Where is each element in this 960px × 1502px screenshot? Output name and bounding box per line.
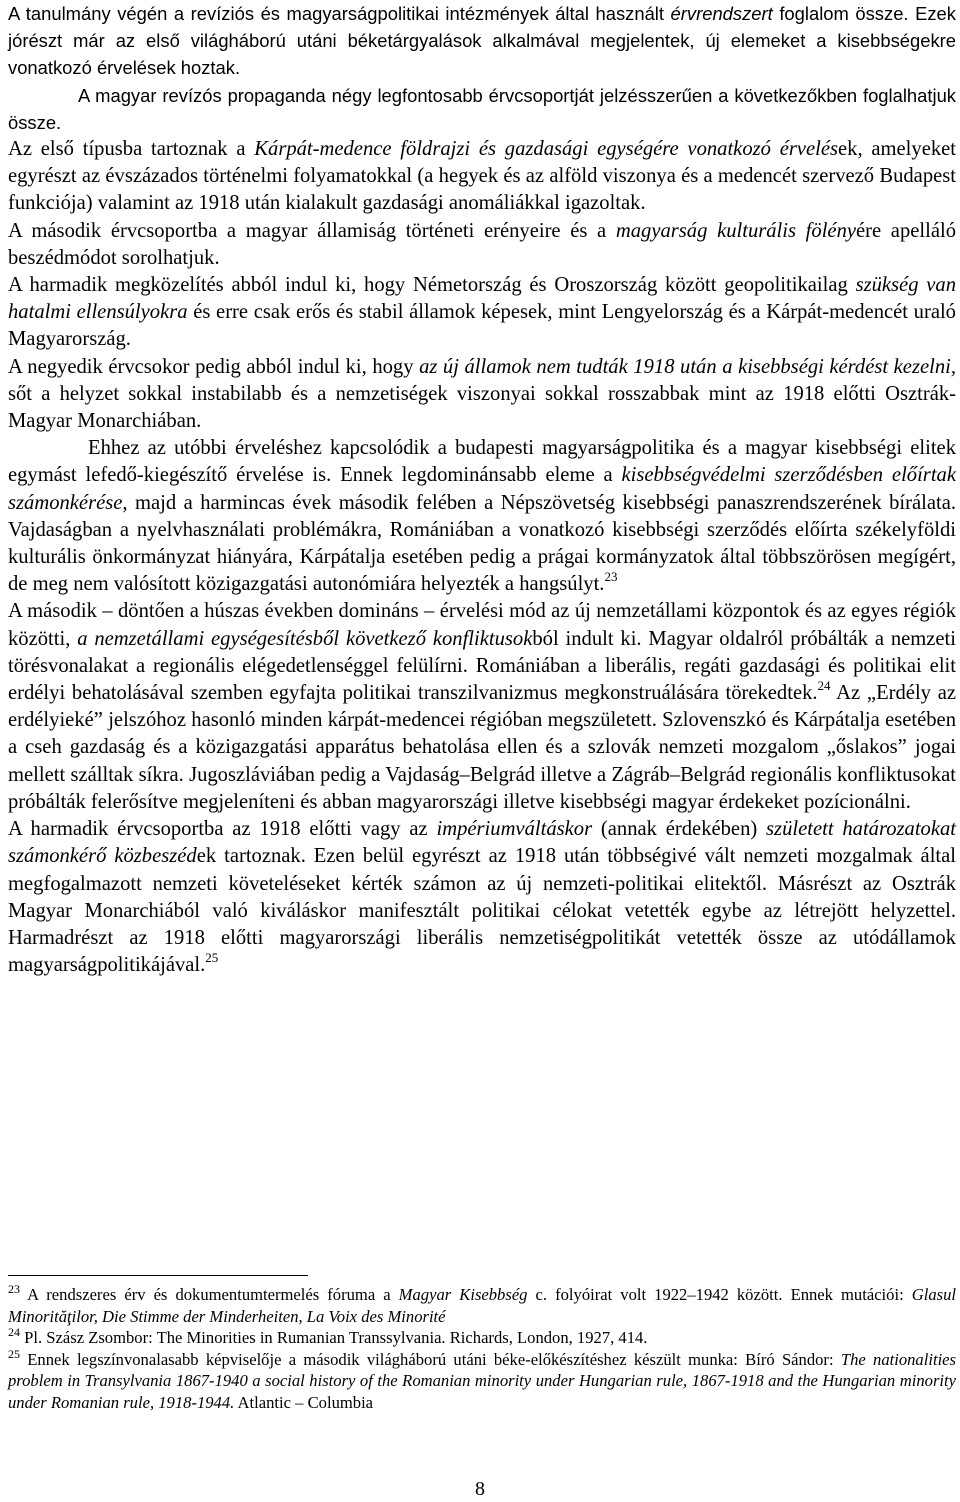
document-body [8,0,956,979]
text: ek tartoznak. Ezen belül egyrészt az 1918 után többségivé vált nemzeti mozgalmak által megfogalmazott nemzeti követeléseket kérték számon az új nemzeti-politikai elitektől. Másrészt az Osztrák Magyar Monarchiából való kiváláskor manifesztált politikai célokat vetették egybe az létrejött helyzettel. Harmadrészt az 1918 előtti magyarországi liberális nemzetiségpolitikát vetették össze az utódállamok magyarságpolitikájával. [8,845,957,977]
footnote-24 [8,1327,956,1349]
italic-text: impériumváltáskor [436,818,593,841]
text: (annak érdekében) [592,818,767,841]
footnote-number: 24 [8,1325,20,1340]
paragraph-fourth-group [8,354,956,436]
text: A harmadik érvcsoportba az 1918 előtti vagy az [8,818,437,841]
italic-text: szükség van hatalmi ellensúlyokra [8,274,956,324]
text: Az „Erdély az erdélyieké” jelszóhoz hasonló minden kárpát-medencei régióban megszületett. Szlovenszkó és Kárpátalja esetében a cseh gazdaság és a közigazgatási apparátus behatolása ellen és a szlovák nemzeti mozgalom „őslakos” jogai mellett szálltak síkra. Jugoszláviában pedig a Vajdaság–Belgrád illetve a Zágráb–Belgrád regionális konfliktusokat próbálták felerősítve megjeleníteni és abban magyarországi illetve kisebbségi magyar érdekeket pozícionálni. [8,682,957,813]
paragraph-third-group [8,816,956,979]
page-number: 8 [475,1478,485,1500]
italic-text: The nationalities problem in Transylvania 1867-1940 a social history of the Romanian minority under Hungarian rule, 1867-1918 and the Hungarian minority under Romanian rule, 1918-1944. [8,1349,956,1412]
paragraph-second-mode [8,598,956,816]
paragraph-second-group [8,218,956,272]
footnote-separator [8,1275,308,1276]
italic-text: Kárpát-medence földrajzi és gazdasági egységére vonatkozó érvelés [254,138,839,161]
footnote-number: 23 [8,1282,20,1296]
footnote-ref-23[interactable]: 23 [604,569,618,585]
italic-text: Glasul Minorităţilor, Die Stimme der Minderheiten, La Voix des Minorité [8,1285,956,1326]
text: , majd a harmincas évek második felében a Népszövetség kisebbségi panaszrendszerének bírálata. Vajdaságban a nyelvhasználati problémákra, Romániában a vonatkozó kisebbségi szerződés előírta székelyföldi kulturális önkormányzat hiányára, Kárpátalja esetében pedig a prágai kormányzatok által többszörösen megígért, de meg nem valósított közigazgatási autonómiára helyezték a hangsúlyt. [8,491,956,596]
text: Ehhez az utóbbi érveléshez kapcsolódik a budapesti magyarságpolitika és a magyar kisebbségi elitek egymást lefedő-kiegészítő érvelése is. Ennek legdominánsabb eleme a [8,437,956,487]
italic-text: született határozatokat számonkérő közbeszéd [8,818,957,868]
text: ból indult ki. Magyar oldalról próbálták a nemzeti törésvonalakat a regionális elégedetlenséggel felülírni. Romániában a liberális, regáti gazdasági és politikai elit erdélyi behatolásával szemben egyfajta politikai transzilvanizmus megkonstruálására törekedtek. [8,627,956,705]
text: A harmadik megközelítés abból indul ki, hogy Németország és Oroszország között geopolitikailag [8,274,856,297]
text: Az első típusba tartoznak a [8,138,255,161]
paragraph-minority-elites [8,435,956,598]
footnotes [8,1284,956,1414]
text: A negyedik érvcsokor pedig abból indul ki, hogy [8,355,420,378]
italic-text: Magyar Kisebbség [398,1285,528,1304]
text: Atlantic – Columbia [234,1392,374,1412]
text: sőt a helyzet sokkal instabilabb és a nemzetiségek viszonyai sokkal rosszabbak mint az 1918 előtti Osztrák-Magyar Monarchiában. [8,382,956,433]
paragraph-first-type [8,136,956,218]
text: c. folyóirat volt 1922–1942 között. Ennek mutációi: [527,1285,912,1304]
italic-text: az új államok nem tudták 1918 után a kisebbségi kérdést kezelni, [419,355,956,378]
footnote-ref-24[interactable]: 24 [817,678,831,694]
text: foglalom össze. Ezek jórészt már az első világháború utáni béketárgyalások alkalmával megjelentek, új elemeket a kisebbségekre vonatkozó érvelések hoztak. [8,3,956,79]
italic-text: a nemzetállami egységesítésből következő konfliktusok [77,627,533,650]
paragraph-intro [8,0,956,82]
text: A magyar revízós propaganda négy legfontosabb érvcsoportját jelzésszerűen a következőkben foglalhatjuk össze. [8,84,956,133]
footnote-number: 25 [8,1346,20,1361]
text: A tanulmány végén a revíziós és magyarságpolitikai intézmények által használt [8,3,671,24]
italic-text: magyarság kulturális fölény [615,219,856,242]
text: ek, amelyeket egyrészt az évszázados történelmi folyamatokkal (a hegyek és az alföld viszonya és a medencét szervező Budapest funkciója) valamint az 1918 után kialakult gazdasági anomáliákkal igazoltak. [8,138,956,215]
text: ére apelláló beszédmódot sorolhatjuk. [8,219,956,269]
text: A második érvcsoportba a magyar államiság történeti erényeire és a [8,219,616,242]
paragraph-summary [8,82,956,136]
footnote-ref-25[interactable]: 25 [205,950,219,966]
italic-text: érvrendszert [670,3,773,24]
footnote-23 [8,1284,956,1327]
italic-text: kisebbségvédelmi szerződésben előírtak számonkérése [8,464,956,514]
paragraph-third-approach [8,272,956,354]
footnote-25 [8,1346,956,1414]
text: Ennek legszínvonalasabb képviselője a második világháború utáni béke-előkészítéshez készült munka: Bíró Sándor: [20,1349,841,1369]
text: és erre csak erős és stabil államok képesek, mint Lengyelország és a Kárpát-medencét uraló Magyarország. [8,301,956,351]
text: Pl. Szász Zsombor: The Minorities in Rumanian Transsylvania. Richards, London, 1927, 414. [20,1328,648,1348]
text: A rendszeres érv és dokumentumtermelés fóruma a [20,1285,399,1304]
text: A második – döntően a húszas években domináns – érvelési mód az új nemzetállami központok és az egyes régiók közötti, [8,600,956,650]
